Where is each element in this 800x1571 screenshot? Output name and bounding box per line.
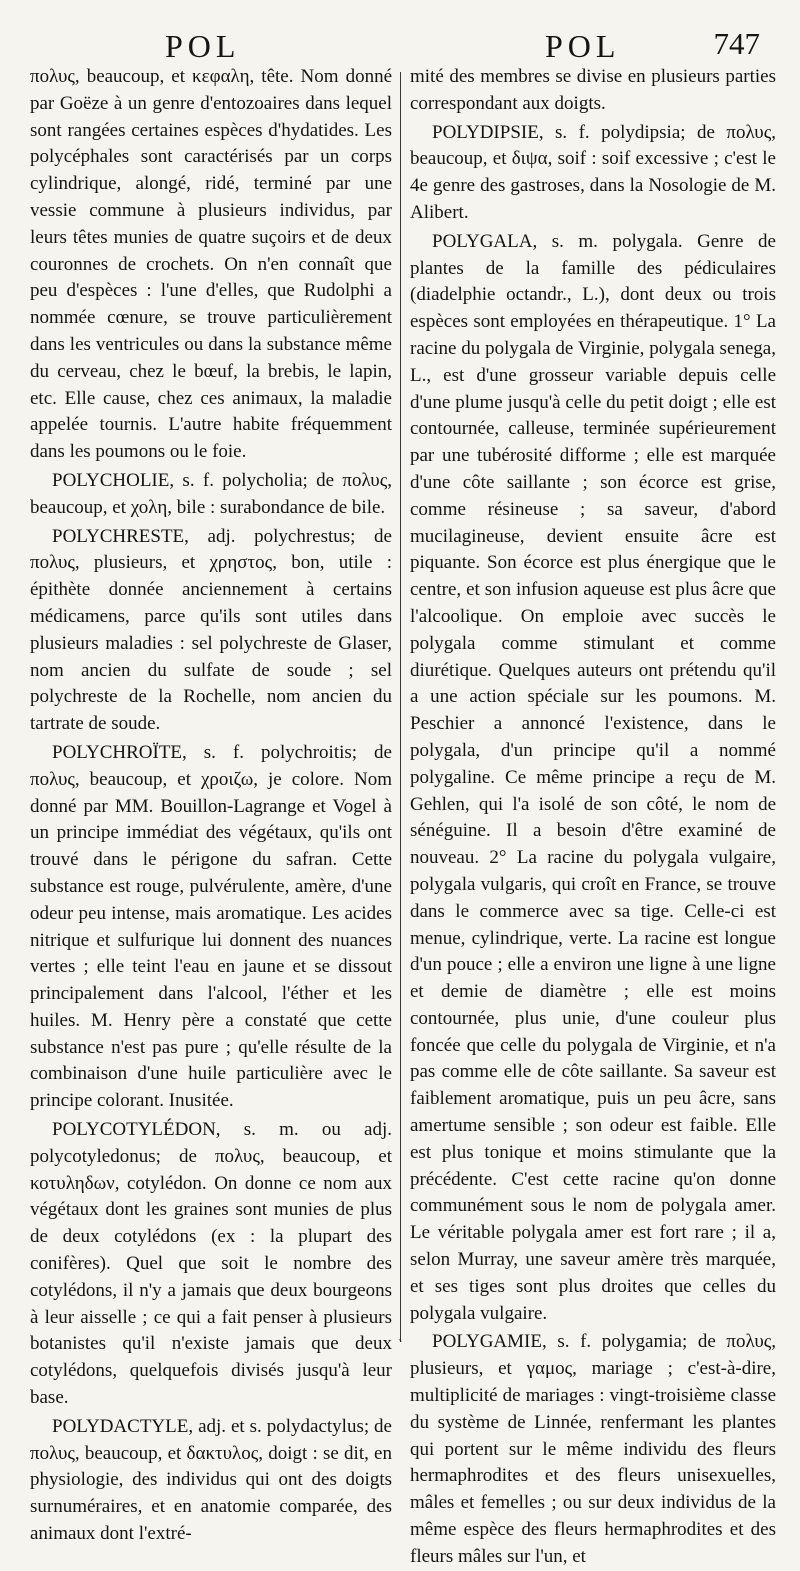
footer-mark: `	[398, 1338, 403, 1353]
entry-polycotyledon: POLYCOTYLÉDON, s. m. ou adj. polycotyledonus; de πολυς, beaucoup, et κοτυληδων, cotylédon. On donne ce nom aux végétaux dont les graines sont munies de plus de deux cotylédons (ex : la plupart des conifères). Quel que soit le nombre des cotylédons, il n'y a jamais que deux bourgeons à leur aisselle ; ce qui a fait penser à plusieurs botanistes qu'il n'existe jamais que deux cotylédons, quelquefois divisés jusqu'à leur base.	[30, 1119, 392, 1409]
right-column	[410, 64, 776, 1571]
entry-polydipsie: POLYDIPSIE, s. f. polydipsia; de πολυς, beaucoup, et διψα, soif : soif excessive ; c'est le 4e genre des gastroses, dans la Nosologie de M. Alibert.	[410, 121, 776, 223]
page-number: 747	[713, 26, 760, 61]
entry-polychreste: POLYCHRESTE, adj. polychrestus; de πολυς, plusieurs, et χρηστος, bon, utile : épithète donnée anciennement à certains médicamens, parce qu'ils sont utiles dans plusieurs maladies : sel polychreste de Glaser, nom ancien du sulfate de soude ; sel polychreste de la Rochelle, nom ancien du tartrate de soude.	[30, 525, 392, 735]
entry-continuation: πολυς, beaucoup, et κεφαλη, tête. Nom donné par Goëze à un genre d'entozoaires dans lequel sont rangées certaines espèces d'hydatides. Les polycéphales sont caractérisés par un corps cylindrique, alongé, ridé, terminé par une vessie commune à plusieurs individus, par leurs têtes munies de quatre suçoirs et de deux couronnes de crochets. On n'en connaît que peu d'espèces : l'une d'elles, que Rudolphi a nommée cœnure, se trouve particulièrement dans les ventricules ou dans la substance même du cerveau, chez le bœuf, la brebis, le lapin, etc. Elle cause, chez ces animaux, la maladie appelée tournis. L'autre habite fréquemment dans les poumons ou le foie.	[30, 66, 392, 463]
left-running-head: POL	[165, 28, 241, 64]
entry-continuation: mité des membres se divise en plusieurs parties correspondant aux doigts.	[410, 66, 776, 114]
column-divider	[400, 72, 401, 1342]
entry-polygala: POLYGALA, s. m. polygala. Genre de plantes de la famille des pédiculaires (diadelphie octandr., L.), dont deux ou trois espèces sont employées en thérapeutique. 1° La racine du polygala de Virginie, polygala senega, L., est d'une grosseur variable depuis celle d'une plume jusqu'à celle du petit doigt ; elle est contournée, calleuse, terminée supérieurement par une tubérosité difforme ; elle est marquée d'une côte saillante ; son écorce est grise, comme résineuse ; sa saveur, d'abord mucilagineuse, devient ensuite âcre est piquante. Son écorce est plus énergique que le centre, et son infusion aqueuse est plus âcre que l'alcoolique. On emploie avec succès le polygala comme stimulant et comme diurétique. Quelques auteurs ont prétendu qu'il a une action spéciale sur les poumons. M. Peschier a annoncé l'existence, dans le polygala, d'un principe qu'il a nommé polygaline. Ce même principe a reçu de M. Gehlen, qui l'a isolé de son côté, le nom de sénéguine. Il a besoin d'être examiné de nouveau. 2° La racine du polygala vulgaire, polygala vulgaris, qui croît en France, se trouve dans le commerce avec sa tige. Celle-ci est menue, cylindrique, verte. La racine est longue d'un pouce ; elle a environ une ligne à une ligne et demie de diamètre ; elle est moins contournée, plus unie, d'une couleur plus foncée que celle du polygala de Virginie, et n'a pas comme elle de côte saillante. Sa saveur est faiblement aromatique, puis un peu âcre, sans amertume sensible ; son odeur est faible. Elle est plus tonique et moins stimulante que la précédente. C'est cette racine qu'on donne communément sous le nom de polygala amer. Le véritable polygala amer est fort rare ; il a, selon Murray, une saveur amère très marquée, et ses tiges sont plus droites que celles du polygala vulgaire.	[410, 230, 776, 1324]
entry-polychroite: POLYCHROÏTE, s. f. polychroitis; de πολυς, beaucoup, et χροιζω, je colore. Nom donné par MM. Bouillon-Lagrange et Vogel à un principe immédiat des végétaux, qu'ils ont trouvé dans le périgone du safran. Cette substance est rouge, pulvérulente, amère, d'une odeur peu intense, mais aromatique. Les acides nitrique et sulfurique lui donnent des nuances vertes ; elle teint l'eau en jaune et se dissout principalement dans l'alcool, l'éther et les huiles. M. Henry père a constaté que cette substance n'est pas pure ; qu'elle résulte de la combinaison d'une huile particulière avec le principe colorant. Inusitée.	[30, 741, 392, 1112]
left-column	[30, 64, 392, 1548]
entry-polygamie: POLYGAMIE, s. f. polygamia; de πολυς, plusieurs, et γαμος, mariage ; c'est-à-dire, multiplicité de mariages : vingt-troisième classe du système de Linnée, renfermant les plantes qui portent sur le même individu des fleurs hermaphrodites et des fleurs unisexuelles, mâles et femelles ; ou sur deux individus de la même espèce des fleurs hermaphrodites et des fleurs mâles sur l'un, et	[410, 1331, 776, 1567]
entry-polycholie: POLYCHOLIE, s. f. polycholia; de πολυς, beaucoup, et χολη, bile : surabondance de bile.	[30, 469, 392, 518]
entry-polydactyle: POLYDACTYLE, adj. et s. polydactylus; de πολυς, beaucoup, et δακτυλος, doigt : se dit, en physiologie, des individus qui ont des doigts surnuméraires, et en anatomie comparée, des animaux dont l'extré-	[30, 1415, 392, 1545]
right-running-head: POL	[545, 28, 621, 64]
